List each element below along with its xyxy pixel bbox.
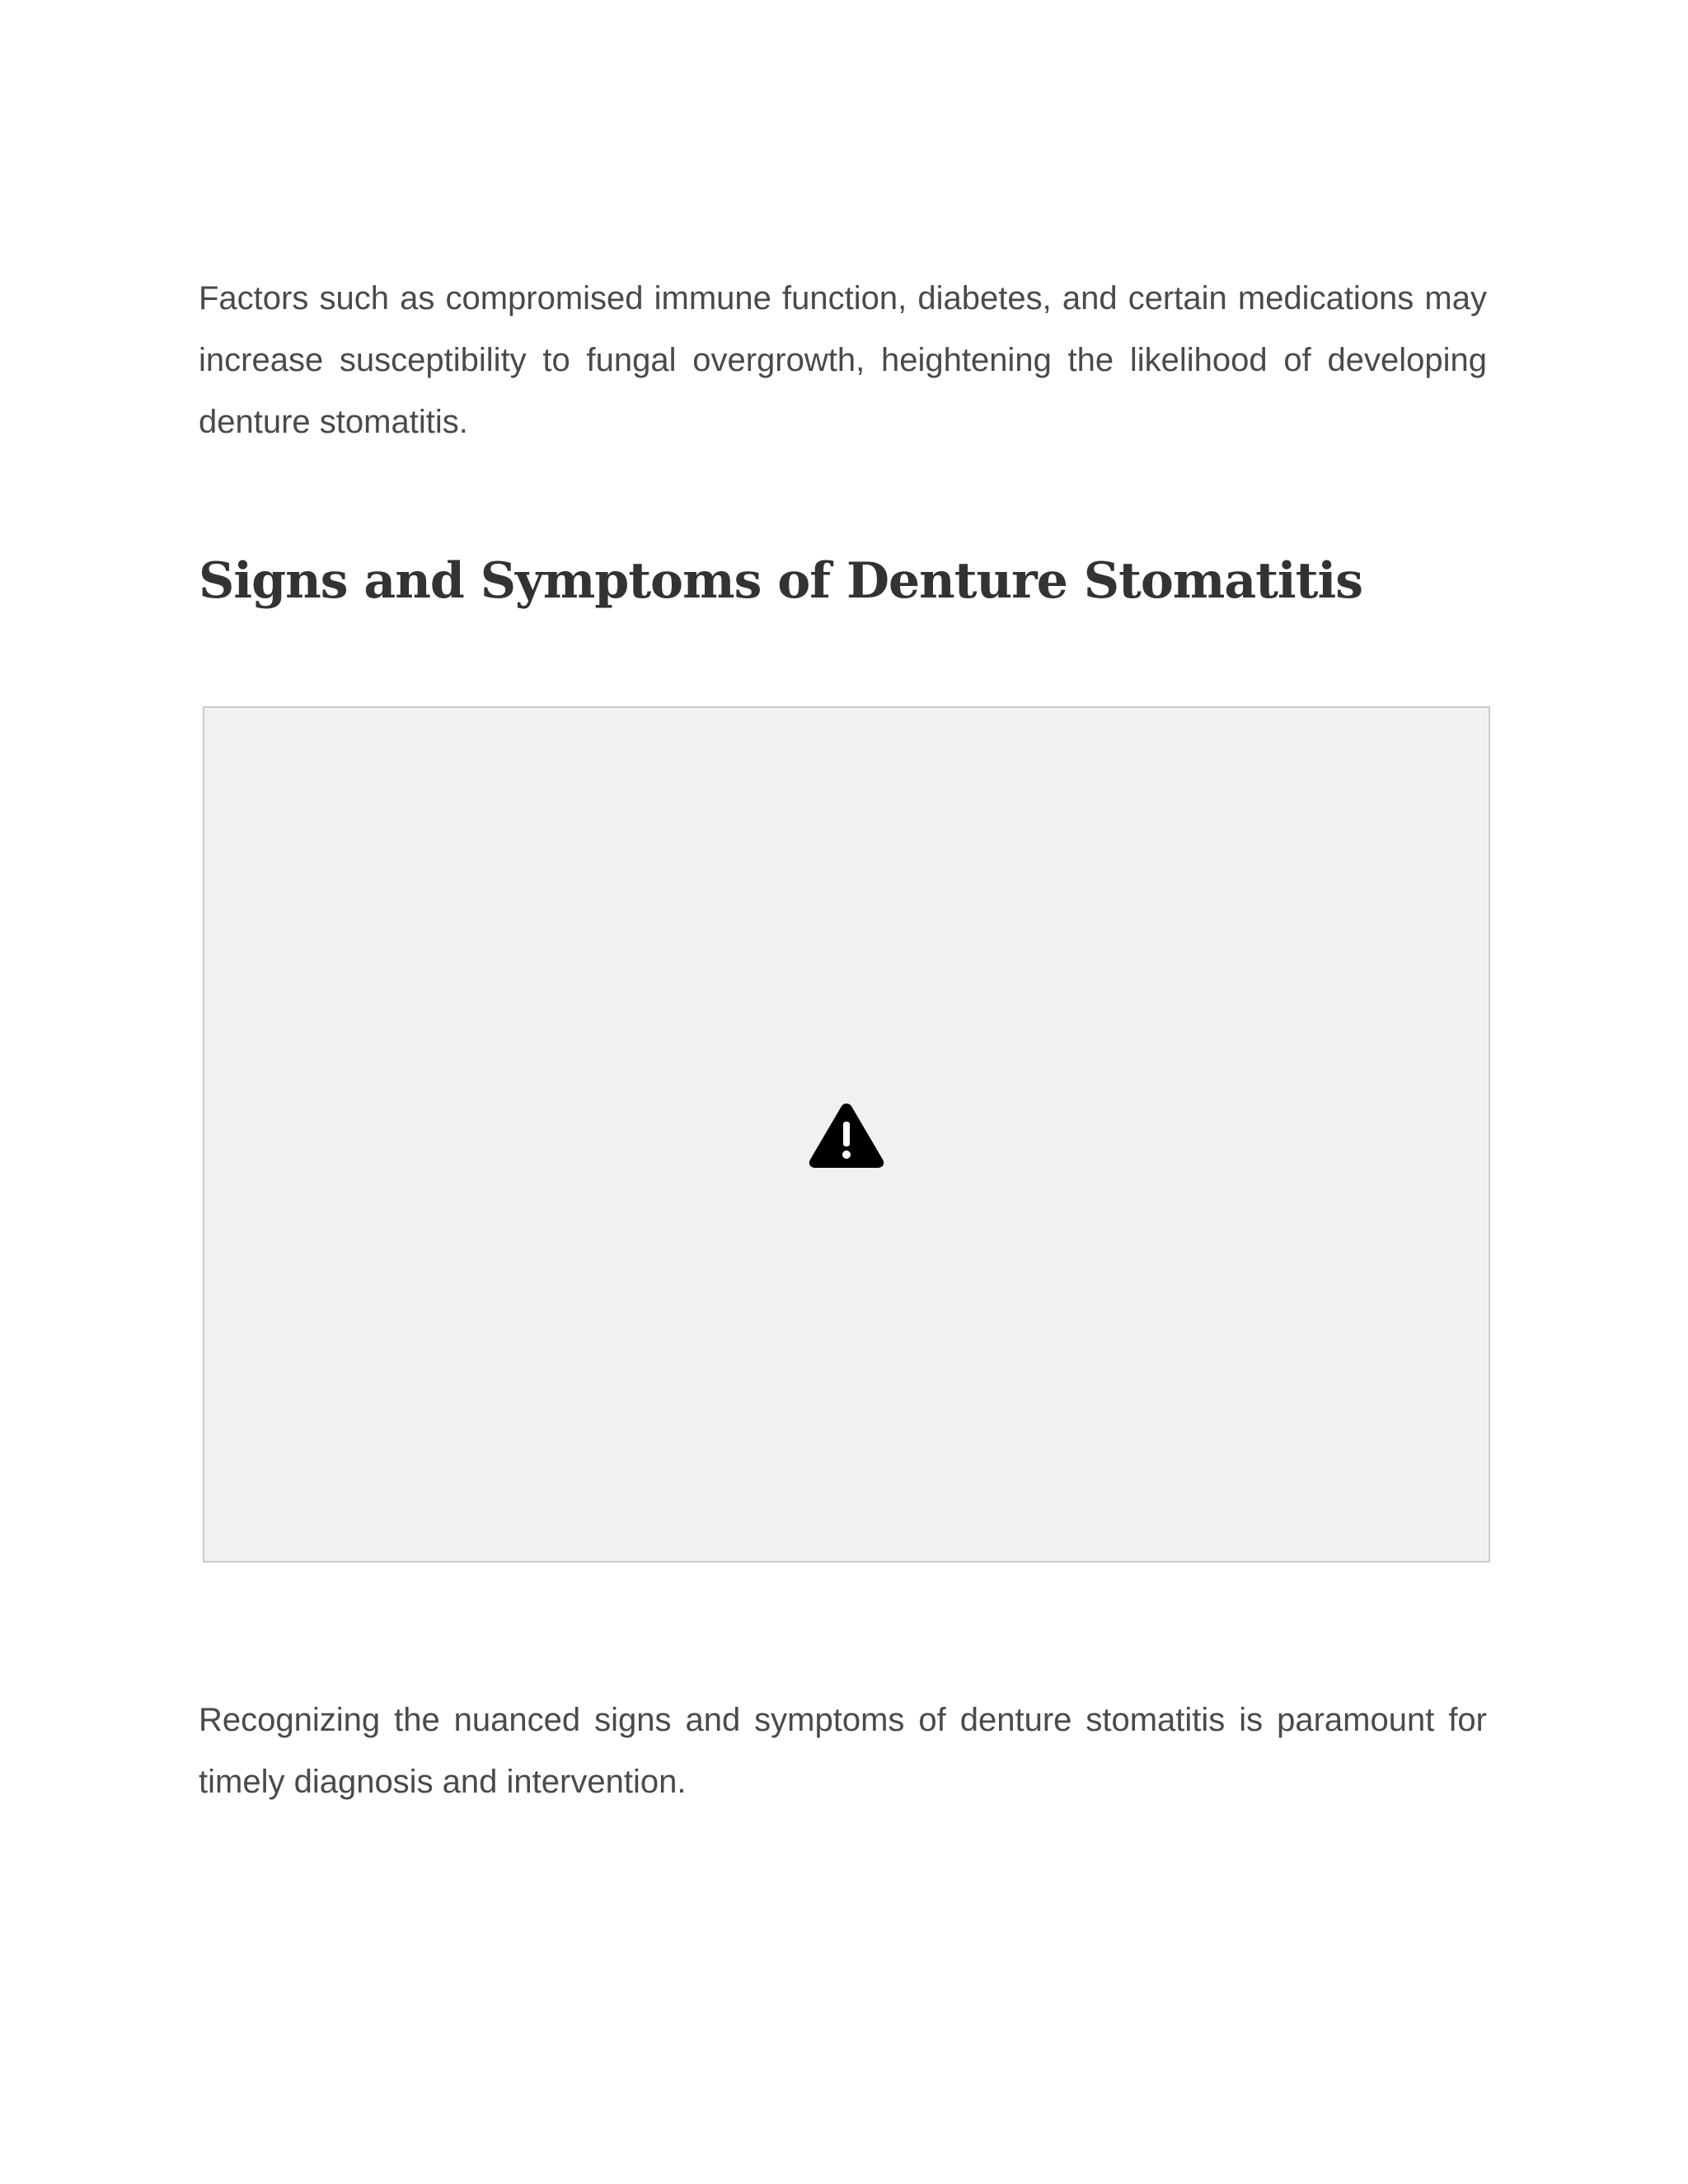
article-body	[199, 268, 1487, 453]
closing-section	[199, 1690, 1487, 1813]
intro-paragraph: Factors such as compromised immune function, diabetes, and certain medications may increase susceptibility to fungal overgrowth, heightening the likelihood of developing denture stomatitis.	[199, 280, 1487, 440]
closing-paragraph: Recognizing the nuanced signs and symptoms of denture stomatitis is paramount for timely diagnosis and intervention.	[199, 1702, 1487, 1800]
broken-image-placeholder	[203, 706, 1490, 1563]
warning-icon	[807, 1100, 886, 1169]
section-heading: Signs and Symptoms of Denture Stomatitis	[199, 552, 1363, 610]
